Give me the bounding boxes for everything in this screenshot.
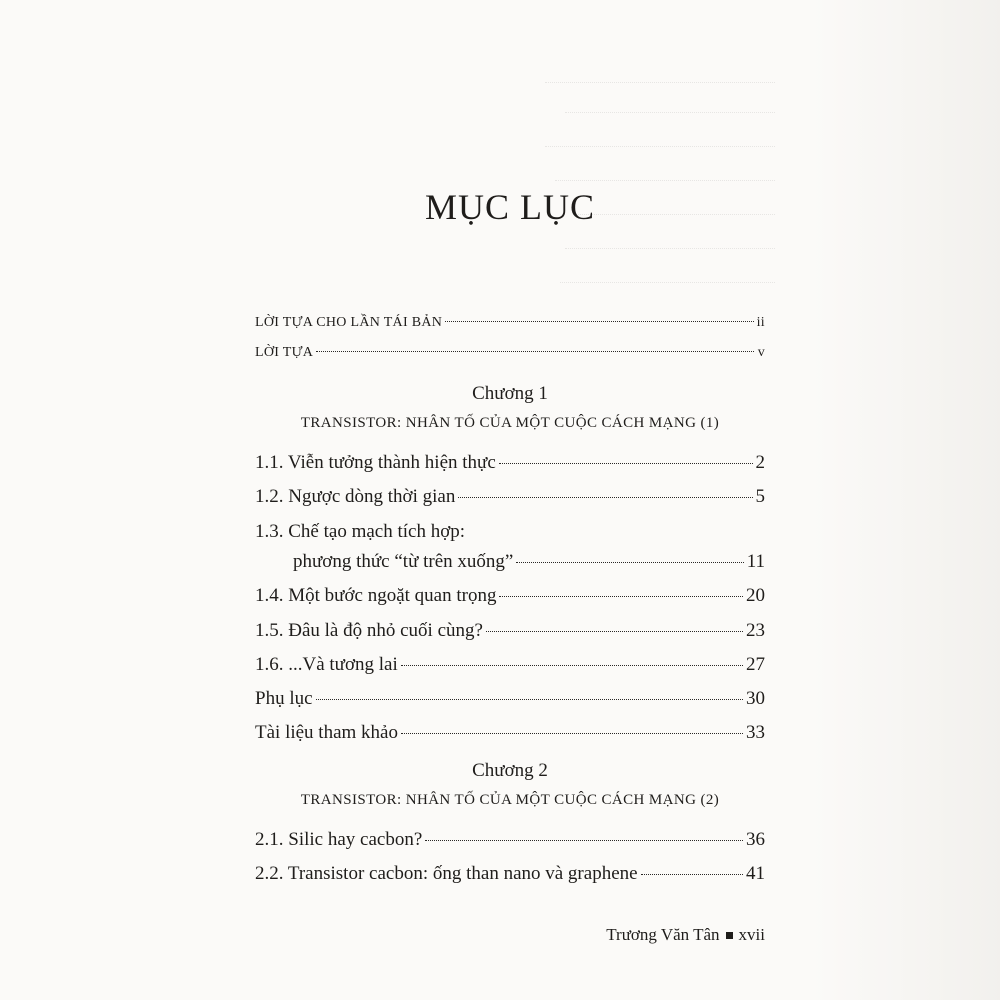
chapter-2-number: Chương 2 — [472, 760, 548, 781]
footer-page-number: xvii — [738, 925, 765, 944]
chapter-2-title: TRANSISTOR: NHÂN TỐ CỦA MỘT CUỘC CÁCH MẠNG (2) — [300, 792, 720, 808]
page-title: MỤC LỤC — [424, 187, 596, 227]
toc-entry-1-2[interactable] — [255, 485, 765, 509]
toc-entry-continuation: phương thức “từ trên xuống” — [293, 551, 514, 572]
toc-entry-references-1[interactable] — [255, 721, 765, 745]
toc-entry-1-5[interactable] — [255, 619, 765, 643]
page-footer — [606, 925, 765, 945]
dot-leader — [499, 596, 743, 597]
toc-entry-label: 1.3. Chế tạo mạch tích hợp: — [255, 521, 466, 542]
dot-leader — [425, 840, 743, 841]
table-of-contents — [255, 0, 765, 1000]
toc-entry-page: v — [757, 345, 765, 360]
toc-entry-page: 5 — [755, 486, 765, 507]
toc-entry-label: Phụ lục — [255, 688, 313, 709]
toc-entry-page: ii — [756, 315, 765, 330]
dot-leader — [445, 321, 753, 322]
toc-entry-2-2[interactable] — [255, 862, 765, 886]
toc-entry-page: 20 — [746, 585, 765, 606]
dot-leader — [499, 463, 753, 464]
square-bullet-icon — [726, 932, 733, 939]
dot-leader — [401, 733, 743, 734]
toc-entry-1-1[interactable] — [255, 451, 765, 475]
toc-entry-page: 41 — [746, 863, 765, 884]
footer-author: Trương Văn Tân — [606, 925, 720, 944]
toc-entry-label: 1.5. Đâu là độ nhỏ cuối cùng? — [255, 620, 483, 641]
toc-entry-1-6[interactable] — [255, 653, 765, 677]
toc-entry-preface-reprint[interactable] — [255, 311, 765, 335]
dot-leader — [316, 699, 743, 700]
dot-leader — [641, 874, 743, 875]
page-edge-shadow — [810, 0, 1000, 1000]
toc-entry-label: 1.2. Ngược dòng thời gian — [255, 486, 456, 507]
toc-entry-1-4[interactable] — [255, 584, 765, 608]
toc-entry-page: 27 — [746, 654, 765, 675]
dot-leader — [486, 631, 743, 632]
toc-entry-label: 1.1. Viễn tưởng thành hiện thực — [255, 452, 496, 473]
toc-entry-label: 2.2. Transistor cacbon: ống than nano và graphene — [255, 863, 638, 884]
chapter-1-title: TRANSISTOR: NHÂN TỐ CỦA MỘT CUỘC CÁCH MẠNG (1) — [300, 415, 720, 431]
toc-entry-page: 2 — [755, 452, 765, 473]
toc-entry-label: Tài liệu tham khảo — [255, 722, 398, 743]
dot-leader — [316, 351, 754, 352]
toc-entry-label: 1.4. Một bước ngoặt quan trọng — [255, 585, 497, 606]
toc-entry-page: 36 — [746, 829, 765, 850]
toc-entry-label: 1.6. ...Và tương lai — [255, 654, 398, 675]
toc-entry-2-1[interactable] — [255, 828, 765, 852]
toc-entry-label: LỜI TỰA CHO LẦN TÁI BẢN — [255, 315, 443, 330]
toc-entry-page: 11 — [746, 551, 765, 572]
toc-entry-preface[interactable] — [255, 341, 765, 365]
toc-entry-page: 33 — [746, 722, 765, 743]
dot-leader — [458, 497, 752, 498]
toc-entry-label: LỜI TỰA — [255, 345, 314, 360]
chapter-1-number: Chương 1 — [472, 383, 548, 404]
dot-leader — [516, 562, 743, 563]
toc-entry-appendix-1[interactable] — [255, 687, 765, 711]
toc-entry-page: 30 — [746, 688, 765, 709]
toc-entry-1-3-heading[interactable] — [255, 520, 765, 544]
toc-entry-1-3[interactable] — [293, 550, 765, 574]
toc-entry-label: 2.1. Silic hay cacbon? — [255, 829, 423, 850]
dot-leader — [401, 665, 743, 666]
toc-entry-page: 23 — [746, 620, 765, 641]
